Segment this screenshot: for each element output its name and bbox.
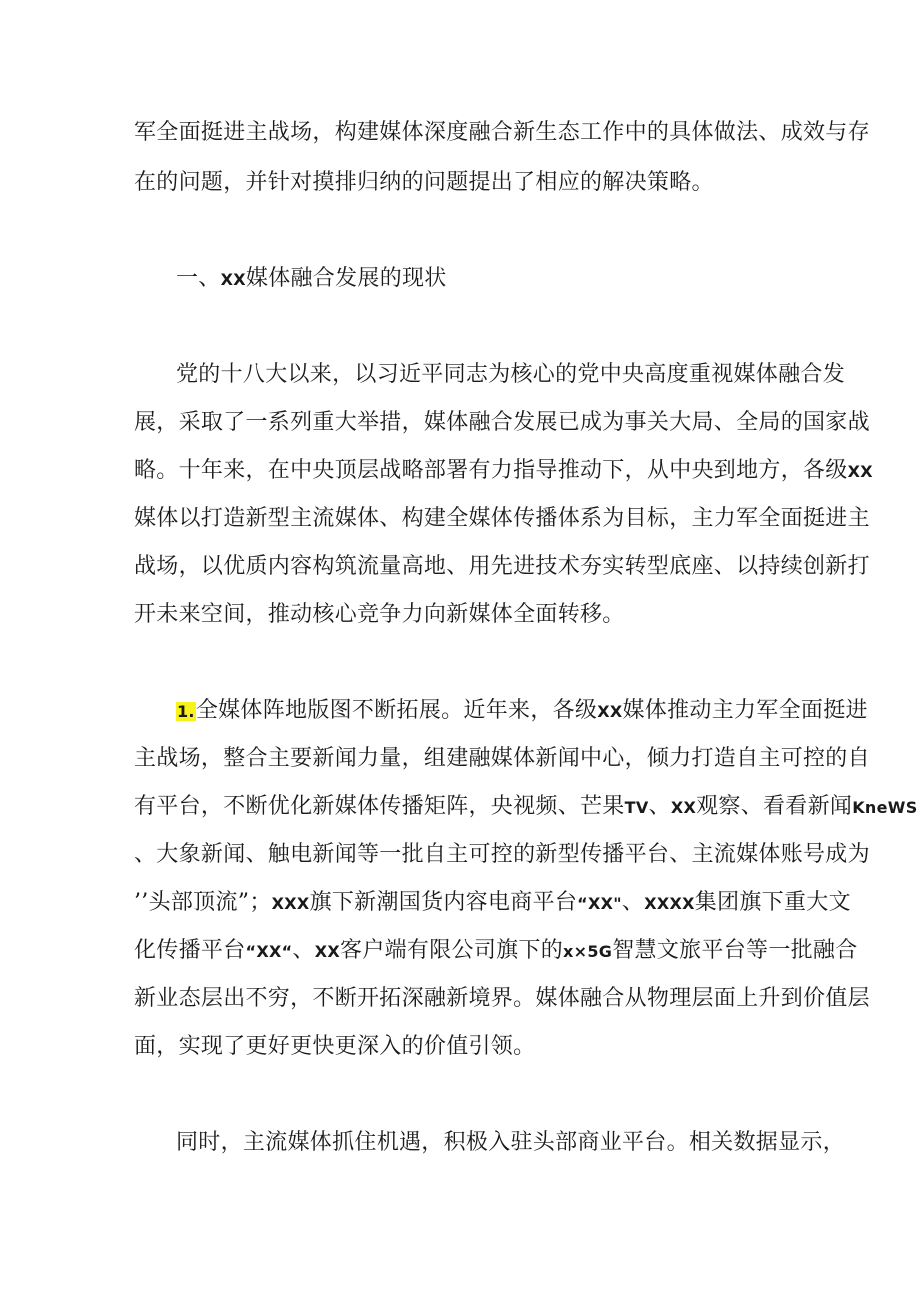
para3-line-1: 同时，主流媒体抓住机遇，积极入驻头部商业平台。相关数据显示， bbox=[176, 1130, 846, 1155]
para2-line-5 bbox=[134, 888, 851, 918]
heading-prefix: 一、 bbox=[176, 266, 221, 291]
para1-line-4: 媒体以打造新型主流媒体、构建全媒体传播体系为目标，主力军全面挺进主 bbox=[134, 506, 870, 531]
heading-xx: XX bbox=[220, 270, 246, 289]
para2-line-3-b: 、 bbox=[648, 794, 671, 819]
list-number-highlight: 1. bbox=[177, 702, 195, 721]
intro-line-1: 军全面挺进主战场，构建媒体深度融合新生态工作中的具体做法、成效与存 bbox=[134, 120, 870, 145]
para2-line-1-xx: XX bbox=[597, 702, 623, 721]
para2-line-1-b: 媒体推动主力军全面挺进 bbox=[622, 698, 868, 723]
para1-line-6: 开未来空间，推动核心竞争力向新媒体全面转移。 bbox=[134, 602, 625, 627]
para2-line-3-tv: TV bbox=[624, 798, 649, 817]
para2-line-6-a: 化传播平台 bbox=[134, 938, 246, 963]
intro-line-2: 在的问题，并针对摸排归纳的问题提出了相应的解决策略。 bbox=[134, 170, 714, 195]
para2-line-8: 面，实现了更好更快更深入的价值引领。 bbox=[134, 1034, 536, 1059]
para2-line-5-xxx: XXX bbox=[271, 894, 310, 913]
para2-line-5-c: 、 bbox=[621, 890, 645, 915]
para2-line-2: 主战场，整合主要新闻力量，组建融媒体新闻中心，倾力打造自主可控的自 bbox=[134, 746, 870, 771]
para1-line-3-text: 略。十年来，在中央顶层战略部署有力指导推动下，从中央到地方，各级 bbox=[134, 458, 848, 483]
para2-line-3-c: 观察、看看新闻 bbox=[696, 794, 853, 819]
para2-line-5-a: ’’头部顶流”； bbox=[134, 890, 272, 915]
section-heading bbox=[176, 264, 794, 294]
para2-line-3-a: 有平台，不断优化新媒体传播矩阵，央视频、芒果 bbox=[134, 794, 625, 819]
para2-line-1-a: 全媒体阵地版图不断拓展。近年来，各级 bbox=[195, 698, 598, 723]
para1-line-5: 战场，以优质内容构筑流量高地、用先进技术夯实转型底座、以持续创新打 bbox=[134, 554, 870, 579]
para1-line-3-xx: XX bbox=[847, 462, 873, 481]
para2-line-6-b: 、 bbox=[292, 938, 315, 963]
para2-line-6-d: 智慧文旅平台等一批融合 bbox=[612, 938, 858, 963]
para2-line-6-c: 客户端有限公司旗下的 bbox=[340, 938, 564, 963]
para1-line-3 bbox=[134, 456, 873, 486]
para2-line-3-xx: XX bbox=[670, 798, 697, 817]
para2-line-6 bbox=[134, 936, 858, 966]
para2-line-3 bbox=[134, 792, 918, 822]
para2-line-1 bbox=[176, 696, 868, 726]
para1-line-1: 党的十八大以来，以习近平同志为核心的党中央高度重视媒体融合发 bbox=[176, 362, 846, 387]
para1-line-2: 展，采取了一系列重大举措，媒体融合发展已成为事关大局、全局的国家战 bbox=[134, 410, 870, 435]
para2-line-6-quote: “XX“ bbox=[245, 942, 293, 961]
para2-line-4: 、大象新闻、触电新闻等一批自主可控的新型传播平台、主流媒体账号成为 bbox=[134, 842, 870, 867]
para2-line-5-xxxx: XXXX bbox=[644, 894, 695, 913]
para2-line-5-b: 旗下新潮国货内容电商平台 bbox=[309, 890, 578, 915]
heading-text: 媒体融合发展的现状 bbox=[245, 266, 447, 291]
para2-line-6-5g: x×5G bbox=[563, 942, 613, 961]
para2-line-7: 新业态层出不穷，不断开拓深融新境界。媒体融合从物理层面上升到价值层 bbox=[134, 986, 870, 1011]
para2-line-5-quote: “XX" bbox=[577, 894, 622, 913]
para2-line-3-knews: KneWS bbox=[852, 798, 918, 817]
para2-line-5-d: 集团旗下重大文 bbox=[694, 890, 851, 915]
para2-line-6-xx: XX bbox=[314, 942, 341, 961]
